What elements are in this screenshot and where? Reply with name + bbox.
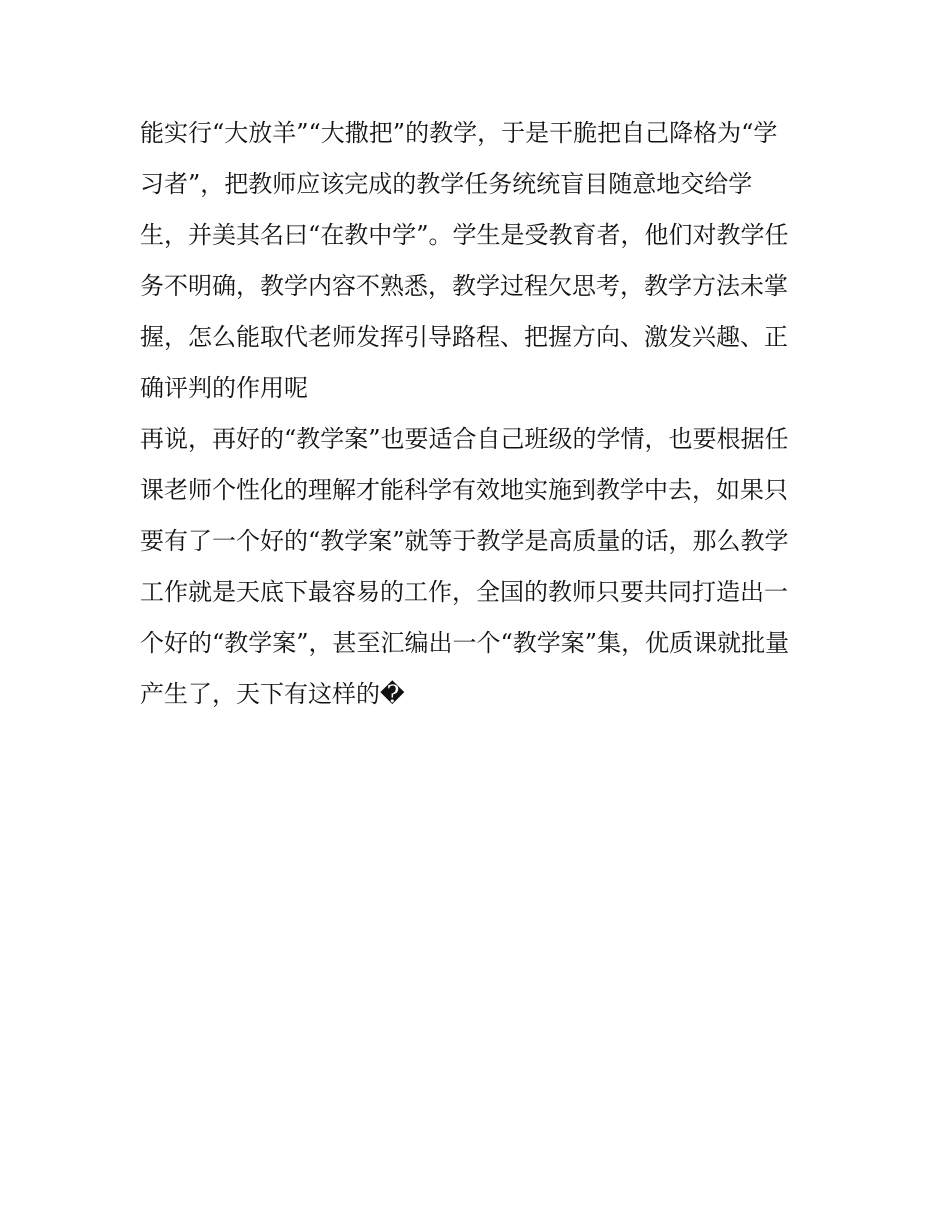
- paragraph: [140, 108, 820, 414]
- text-line: 课老师个性化的理解才能科学有效地实施到教学中去，如果只: [140, 476, 788, 504]
- document-body: [140, 108, 820, 720]
- text-line: 产生了，天下有这样的�: [140, 680, 405, 708]
- text-line: 再说，再好的“教学案”也要适合自己班级的学情，也要根据任: [140, 425, 789, 453]
- paragraph: [140, 414, 820, 720]
- text-line: 能实行“大放羊”“大撒把”的教学，于是干脆把自己降格为“学: [140, 119, 778, 147]
- text-line: 确评判的作用呢: [140, 374, 308, 402]
- text-line: 个好的“教学案”，甚至汇编出一个“教学案”集，优质课就批量: [140, 629, 790, 657]
- text-line: 生，并美其名曰“在教中学”。学生是受教育者，他们对教学任: [140, 221, 789, 249]
- text-line: 务不明确，教学内容不熟悉，教学过程欠思考，教学方法未掌: [140, 272, 788, 300]
- text-line: 习者”，把教师应该完成的教学任务统统盲目随意地交给学: [140, 170, 753, 198]
- text-line: 工作就是天底下最容易的工作，全国的教师只要共同打造出一: [140, 578, 788, 606]
- text-line: 要有了一个好的“教学案”就等于教学是高质量的话，那么教学: [140, 527, 789, 555]
- text-line: 握，怎么能取代老师发挥引导路程、把握方向、激发兴趣、正: [140, 323, 788, 351]
